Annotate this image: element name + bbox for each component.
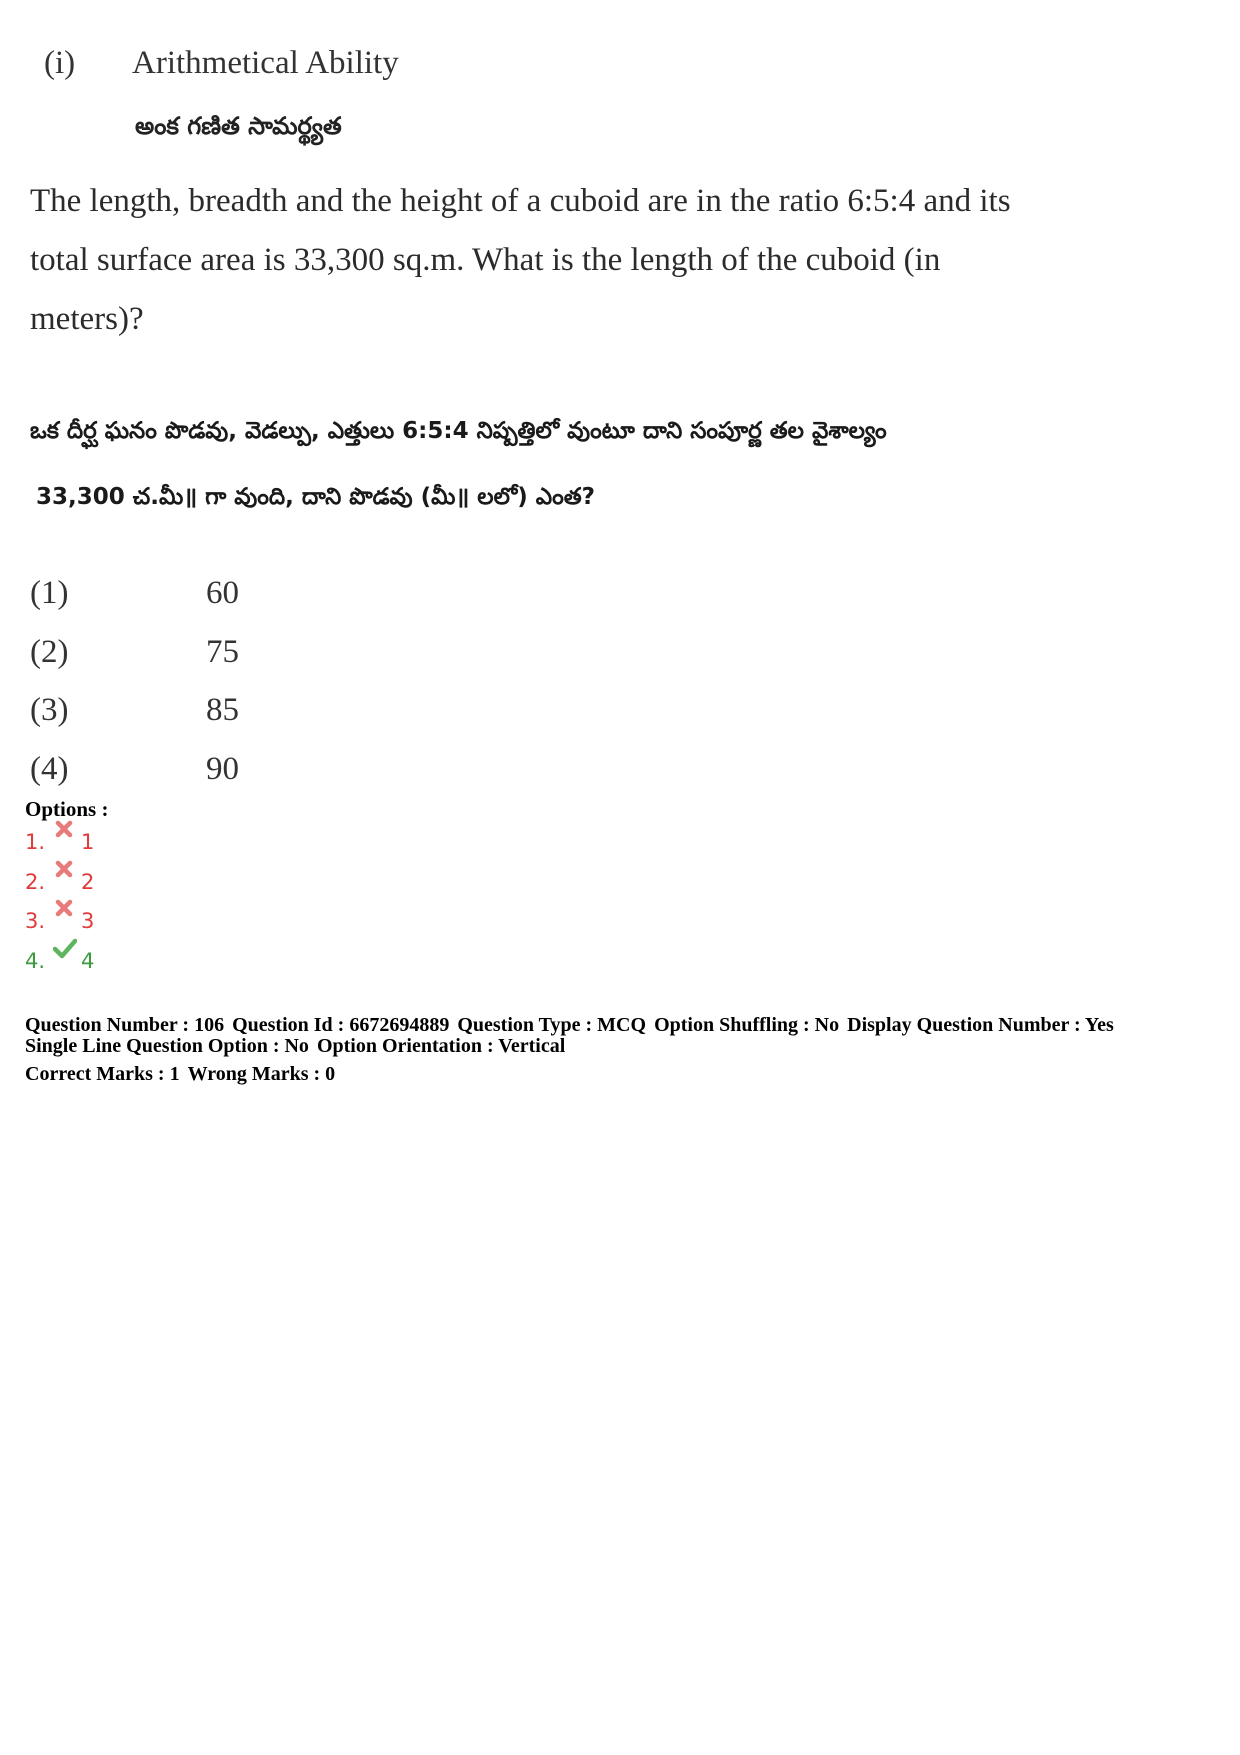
option-value: 3 [81,909,95,933]
option-index: 1. [25,830,46,854]
section-title-telugu: అంక గణిత సామర్థ్యత [135,112,342,140]
answer-choices [30,564,239,798]
option-item-4 [25,943,94,983]
choice-number: (4) [30,750,69,787]
choice-number: (3) [30,692,69,728]
option-orientation: Option Orientation : Vertical [316,1035,566,1057]
choice-row [30,623,239,682]
question-telugu-line-2: 33,300 చ.మీ॥ గా వుంది, దాని పొడవు (మీ॥ లలో) ఎంత? [36,484,596,510]
correct-marks: Correct Marks : 1 [25,1063,180,1085]
meta-line-2 [25,1036,1225,1057]
question-number: Question Number : 106 [25,1014,225,1036]
question-type: Question Type : MCQ [457,1014,647,1036]
meta-line-3 [25,1064,1225,1085]
choice-row [30,681,239,740]
single-line-question-option: Single Line Question Option : No [25,1035,309,1057]
choice-value: 75 [206,633,239,670]
question-metadata [25,1015,1225,1085]
question-text-english: The length, breadth and the height of a cuboid are in the ratio 6:5:4 and its total surface area is 33,300 sq.m. What is the length of the cuboid (in meters)? [30,183,1011,337]
option-value: 2 [81,869,95,894]
display-question-number: Display Question Number : Yes [847,1014,1114,1036]
cross-icon [53,855,75,877]
check-icon [53,934,75,956]
section-number: (i) [44,45,76,81]
question-id: Question Id : 6672694889 [232,1014,450,1036]
options-label: Options : [25,797,109,821]
option-value: 4 [81,948,95,973]
option-index: 2. [25,869,46,894]
option-index: 4. [25,948,46,973]
section-heading [44,45,399,82]
question-telugu-line-1: ఒక దీర్ఘ ఘనం పొడవు, వెడల్పు, ఎత్తులు 6:5:4 నిష్పత్తిలో వుంటూ దాని సంపూర్ణ తల వైశాల్యం [30,418,887,444]
wrong-marks: Wrong Marks : 0 [187,1063,336,1085]
choice-number: (2) [30,633,69,670]
section-title: Arithmetical Ability [132,45,399,81]
choice-value: 90 [206,750,239,787]
choice-row [30,564,239,623]
cross-icon [53,815,75,837]
option-index: 3. [25,909,46,933]
option-value: 1 [81,830,95,854]
option-shuffling: Option Shuffling : No [654,1014,840,1036]
choice-value: 85 [206,692,239,728]
options-list [25,824,94,982]
choice-number: (1) [30,575,69,611]
meta-line-1 [25,1015,1225,1036]
question-image [0,0,1060,800]
choice-value: 60 [206,575,239,611]
cross-icon [53,894,75,916]
choice-row [30,740,239,799]
question-text-telugu [30,398,1050,530]
